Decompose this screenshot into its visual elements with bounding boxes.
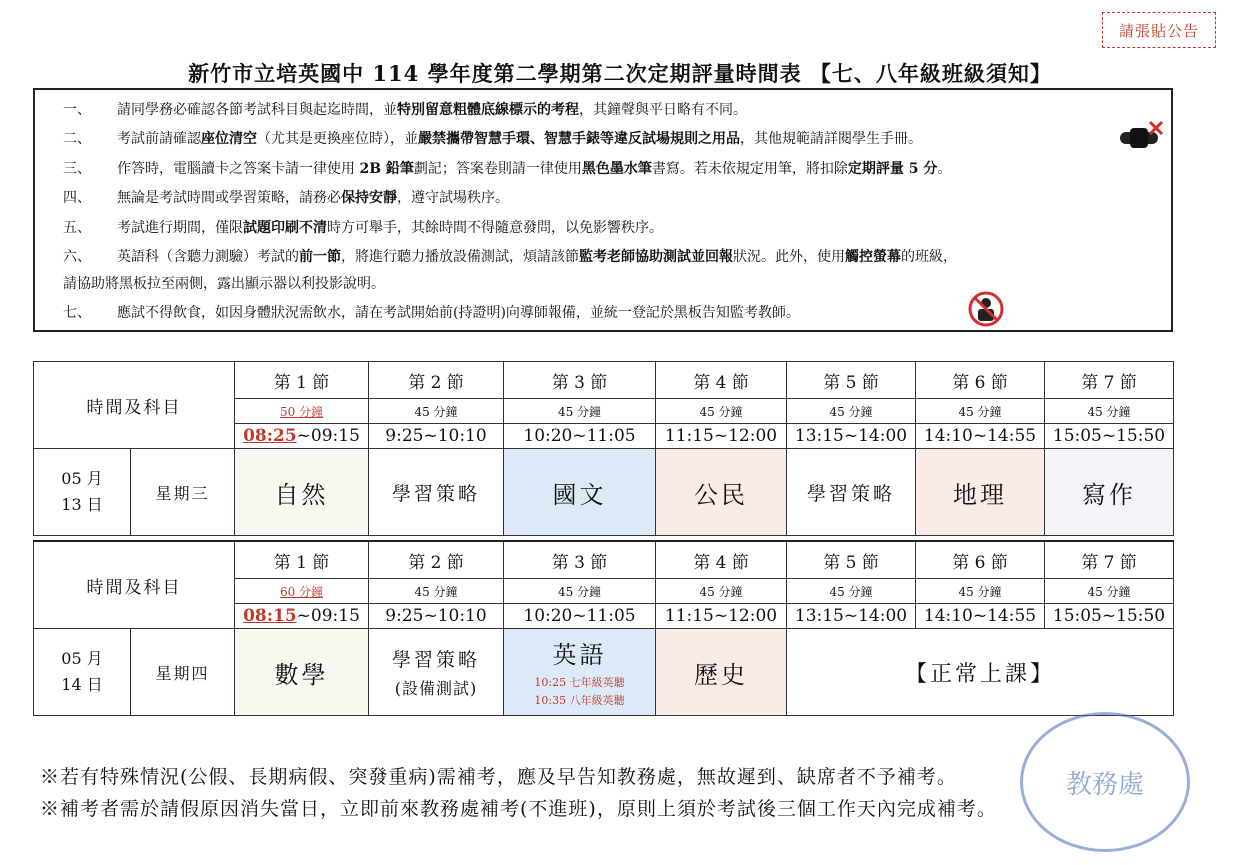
date-cell	[34, 629, 131, 716]
weekday-cell: 星期三	[131, 449, 235, 536]
rule-text	[63, 270, 1113, 299]
rule-text	[117, 243, 1167, 272]
time-cell: 9:25~10:10	[369, 604, 504, 629]
period-header: 第 4 節	[656, 362, 787, 399]
duration-cell: 45 分鐘	[656, 579, 787, 604]
footer-note: ※補考者需於請假原因消失當日，立即前來教務處補考(不進班)，原則上須於考試後三個工作天內完成補考。	[40, 798, 997, 820]
duration-cell: 45 分鐘	[916, 399, 1045, 424]
time-and-subject-label: 時間及科目	[34, 362, 235, 449]
subject-cell	[504, 629, 656, 716]
academic-affairs-stamp: 教務處	[1020, 712, 1190, 852]
time-cell: 11:15~12:00	[656, 424, 787, 449]
duration-cell: 45 分鐘	[787, 579, 916, 604]
time-cell: 15:05~15:50	[1045, 604, 1174, 629]
rule-segment: 劃記；答案卷則請一律使用	[413, 161, 582, 177]
subject-cell: 公民	[656, 449, 787, 536]
rule-segment: 。	[937, 161, 952, 177]
rule-number: 七、	[63, 305, 91, 321]
period-header: 第 7 節	[1045, 362, 1174, 399]
time-cell: 10:20~11:05	[504, 604, 656, 629]
subject-cell: 學習策略	[787, 449, 916, 536]
duration-cell: 45 分鐘	[504, 579, 656, 604]
no-drinking-icon	[968, 291, 1004, 327]
subject-name: 英語	[552, 640, 607, 669]
duration-cell: 45 分鐘	[504, 399, 656, 424]
subject-cell: 歷史	[656, 629, 787, 716]
rule-emphasis: 嚴禁攜帶智慧手環、智慧手錶等違反試場規則之用品	[418, 131, 740, 147]
footer-note: ※若有特殊情況(公假、長期病假、突發重病)需補考，應及早告知教務處，無故遲到、缺席者不予補考。	[40, 766, 957, 788]
period-header: 第 1 節	[235, 362, 369, 399]
subject-cell: 寫作	[1045, 449, 1174, 536]
rule-emphasis: 觸控螢幕	[845, 249, 901, 265]
rule-segment: 作答時，電腦讀卡之答案卡請一律使用	[117, 161, 360, 177]
rule-segment: 考試前請確認	[117, 131, 201, 147]
rule-segment: ，其他規範請詳閱學生手冊。	[740, 131, 922, 147]
rule-text	[117, 184, 1167, 213]
subject-cell: 數學	[235, 629, 369, 716]
rule-number: 四、	[63, 190, 91, 206]
time-cell: 9:25~10:10	[369, 424, 504, 449]
period-header: 第 7 節	[1045, 541, 1174, 579]
rule-text	[117, 155, 1167, 184]
rule-text	[117, 125, 1167, 154]
subject-note: (設備測試)	[394, 679, 478, 698]
duration-cell: 50 分鐘	[235, 399, 369, 424]
time-cell: 13:15~14:00	[787, 604, 916, 629]
listening-note: 10:35 八年級英聽	[534, 693, 625, 707]
end-time: ~09:15	[296, 606, 360, 626]
time-cell: 10:20~11:05	[504, 424, 656, 449]
rule-segment: 書寫。若未依規定用筆，將扣除	[651, 161, 848, 177]
rule-emphasis: 試題印刷不清	[243, 220, 327, 236]
subject-cell	[369, 629, 504, 716]
rule-segment: 應試不得飲食，如因身體狀況需飲水，請在考試開始前(持證明)向導師報備，並統一登記於黑板告知監考教師。	[117, 305, 800, 321]
date-month: 05 月	[61, 469, 103, 488]
post-notice-tag: 請張貼公告	[1102, 12, 1216, 48]
period-header: 第 2 節	[369, 362, 504, 399]
subject-cell: 學習策略	[369, 449, 504, 536]
time-cell: 14:10~14:55	[916, 424, 1045, 449]
rule-segment: 英語科（含聽力測驗）考試的	[117, 249, 299, 265]
rule-text	[117, 96, 1167, 125]
rule-text	[117, 214, 1167, 243]
rule-segment: 請協助將黑板拉至兩側，露出顯示器以利投影說明。	[63, 276, 385, 292]
date-cell	[34, 449, 131, 536]
smartwatch-prohibited-icon	[1118, 118, 1166, 152]
duration-cell: 45 分鐘	[369, 399, 504, 424]
duration-cell: 60 分鐘	[235, 579, 369, 604]
rule-emphasis: 前一節	[299, 249, 341, 265]
period-header: 第 2 節	[369, 541, 504, 579]
duration-cell: 45 分鐘	[369, 579, 504, 604]
rule-emphasis: 黑色墨水筆	[581, 161, 652, 177]
rule-emphasis: 監考老師協助測試並回報	[579, 249, 733, 265]
rule-segment: 的班級，	[901, 249, 957, 265]
exam-schedule-table	[33, 361, 1174, 716]
period-header: 第 5 節	[787, 362, 916, 399]
start-time-emphasis: 08:15	[243, 606, 297, 626]
page-title: 新竹市立培英國中 114 學年度第二學期第二次定期評量時間表 【七、八年級班級須知】	[188, 61, 1052, 86]
rule-text	[117, 299, 1167, 328]
time-cell: 11:15~12:00	[656, 604, 787, 629]
start-time-emphasis: 08:25	[243, 426, 297, 446]
period-header: 第 3 節	[504, 541, 656, 579]
rule-segment: ，將進行聽力播放設備測試，煩請該節	[341, 249, 579, 265]
end-time: ~09:15	[296, 426, 360, 446]
rule-number: 六、	[63, 249, 91, 265]
rule-segment: （尤其是更換座位時），並	[257, 131, 418, 147]
subject-cell: 地理	[916, 449, 1045, 536]
duration-cell: 45 分鐘	[916, 579, 1045, 604]
rule-segment: 時方可舉手，其餘時間不得隨意發問，以免影響秩序。	[327, 220, 663, 236]
time-cell: 13:15~14:00	[787, 424, 916, 449]
weekday-cell: 星期四	[131, 629, 235, 716]
period-header: 第 1 節	[235, 541, 369, 579]
time-and-subject-label: 時間及科目	[34, 541, 235, 629]
date-month: 05 月	[61, 649, 103, 668]
rule-segment: 狀況。此外，使用	[733, 249, 845, 265]
subject-cell: 國文	[504, 449, 656, 536]
rule-segment: ，其鐘聲與平日略有不同。	[579, 102, 747, 118]
time-cell	[235, 604, 369, 629]
rule-emphasis: 保持安靜	[341, 190, 397, 206]
rule-segment: 請同學務必確認各節考試科目與起迄時間，並	[117, 102, 397, 118]
duration-cell: 45 分鐘	[787, 399, 916, 424]
period-header: 第 4 節	[656, 541, 787, 579]
period-header: 第 6 節	[916, 541, 1045, 579]
rule-emphasis: 座位清空	[201, 131, 257, 147]
rule-segment: 考試進行期間，僅限	[117, 220, 243, 236]
rule-number: 五、	[63, 220, 91, 236]
rule-segment: 無論是考試時間或學習策略，請務必	[117, 190, 341, 206]
time-cell: 15:05~15:50	[1045, 424, 1174, 449]
duration-cell: 45 分鐘	[1045, 399, 1174, 424]
date-day: 14 日	[61, 675, 103, 694]
duration-cell: 45 分鐘	[1045, 579, 1174, 604]
normal-class-cell: 【正常上課】	[787, 629, 1174, 716]
date-day: 13 日	[61, 495, 103, 514]
period-header: 第 5 節	[787, 541, 916, 579]
period-header: 第 3 節	[504, 362, 656, 399]
time-cell: 14:10~14:55	[916, 604, 1045, 629]
rule-segment: ，遵守試場秩序。	[397, 190, 509, 206]
rule-emphasis: 2B 鉛筆	[359, 161, 414, 177]
duration-cell: 45 分鐘	[656, 399, 787, 424]
rule-number: 一、	[63, 102, 91, 118]
time-cell	[235, 424, 369, 449]
listening-note: 10:25 七年級英聽	[534, 675, 625, 689]
rule-emphasis: 定期評量 5 分	[847, 161, 938, 177]
subject-cell: 自然	[235, 449, 369, 536]
period-header: 第 6 節	[916, 362, 1045, 399]
subject-name: 學習策略	[391, 649, 480, 671]
rule-emphasis: 特別留意粗體底線標示的考程	[397, 102, 579, 118]
rule-number: 三、	[63, 161, 91, 177]
rule-number: 二、	[63, 131, 91, 147]
